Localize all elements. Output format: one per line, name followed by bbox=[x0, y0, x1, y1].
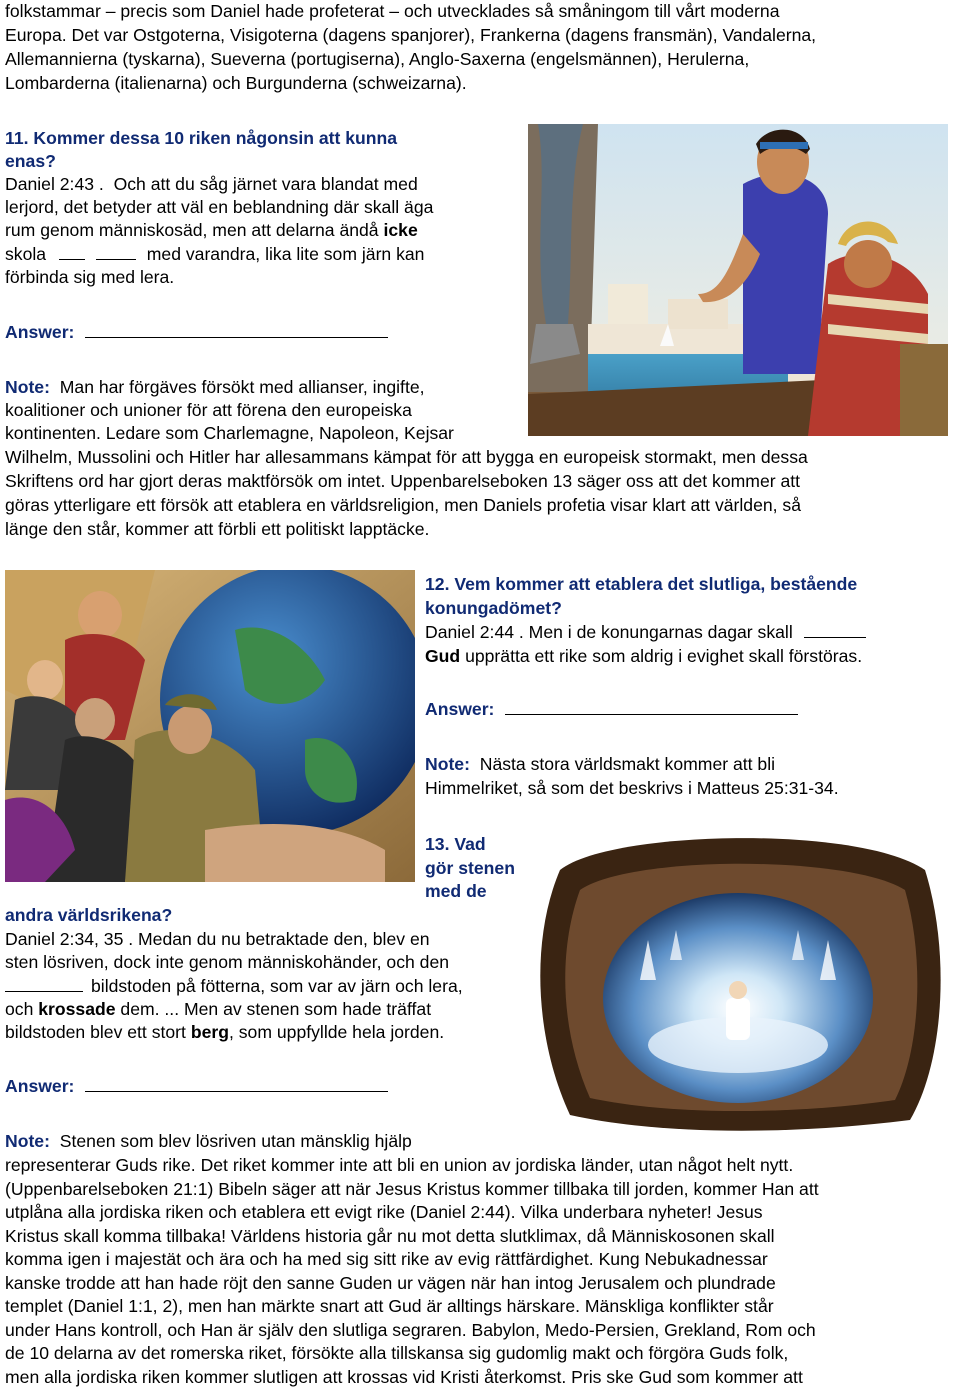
q13-note-line-9: under Hans kontroll, och Han är själv den slutliga segraren. Babylon, Medo-Persien, Grekland, Rom och bbox=[5, 1320, 816, 1340]
q11-note-line-4: Wilhelm, Mussolini och Hitler har allesammans kämpat för att bygga en europeisk stormakt, men dessa bbox=[5, 447, 808, 467]
daniel-king-illustration bbox=[528, 124, 948, 436]
answer-line[interactable] bbox=[85, 321, 388, 338]
world-leaders-globe-illustration bbox=[5, 570, 415, 882]
q13-note-line-3: (Uppenbarelseboken 21:1) Bibeln säger att när Jesus Kristus kommer tillbaka till jorden, kommer Han att bbox=[5, 1179, 819, 1199]
q11-verse-line-5: förbinda sig med lera. bbox=[5, 267, 175, 287]
q12-heading-cont: konungadömet? bbox=[425, 598, 562, 618]
q13-heading-cont-1: gör stenen bbox=[425, 858, 515, 878]
answer-label: Answer: bbox=[5, 322, 75, 342]
q11-heading-cont: enas? bbox=[5, 151, 56, 171]
q11-verse-line-3: rum genom människosäd, men att delarna ändå icke bbox=[5, 220, 418, 240]
q12-note-line-1: Note: Nästa stora världsmakt kommer att bli bbox=[425, 754, 776, 774]
answer-label: Answer: bbox=[5, 1076, 75, 1096]
fill-blank[interactable] bbox=[804, 623, 866, 638]
q13-heading-cont-2: med de bbox=[425, 881, 487, 901]
q12-answer bbox=[425, 698, 798, 722]
q13-note-line-2: representerar Guds rike. Det riket kommer inte att bli en union av jordiska länder, utan något helt nytt. bbox=[5, 1155, 794, 1175]
q13-note-line-4: utplåna alla jordiska riken och etablera ett evigt rike (Daniel 2:44). Vilka underbara nyheter! Jesus bbox=[5, 1202, 763, 1222]
q13-verse-line-4: och krossade dem. ... Men av stenen som hade träffat bbox=[5, 999, 432, 1019]
q11-verse-line-4: skola med varandra, lika lite som järn kan bbox=[5, 244, 425, 264]
q12-heading: 12. Vem kommer att etablera det slutliga, bestående bbox=[425, 574, 858, 594]
intro-line-2: Europa. Det var Ostgoterna, Visigoterna (dagens spanjorer), Frankerna (dagens fransmän), Vandalerna, bbox=[5, 25, 817, 45]
q13-verse-line-2: sten lösriven, dock inte genom människohänder, och den bbox=[5, 952, 450, 972]
q13-verse-line-3: bildstoden på fötterna, som var av järn och lera, bbox=[5, 975, 463, 999]
fill-blank[interactable] bbox=[59, 245, 85, 260]
fill-blank[interactable] bbox=[5, 977, 83, 992]
stone-heaven-illustration bbox=[530, 830, 946, 1132]
q11-note-line-6: göras ytterligare ett försök att etablera en världsreligion, men Daniels profetia visar klart att världen, så bbox=[5, 495, 802, 515]
intro-line-3: Allemannierna (tyskarna), Sueverna (portugiserna), Anglo-Saxerna (engelsmännen), Herulerna, bbox=[5, 49, 750, 69]
q11-verse-line-2: lerjord, det betyder att väl en beblandning där skall äga bbox=[5, 197, 434, 217]
q13-note-line-7: kanske trodde att han hade röjt den sanne Guden ur vägen när han intog Jerusalem och plundrade bbox=[5, 1273, 776, 1293]
q11-heading: 11. Kommer dessa 10 riken någonsin att kunna bbox=[5, 128, 398, 148]
note-label: Note: bbox=[5, 377, 50, 397]
q12-note-line-2: Himmelriket, så som det beskrivs i Matteus 25:31-34. bbox=[425, 778, 839, 798]
q11-note-line-3: kontinenten. Ledare som Charlemagne, Napoleon, Kejsar bbox=[5, 423, 454, 443]
answer-line[interactable] bbox=[505, 698, 798, 715]
note-label: Note: bbox=[5, 1131, 50, 1151]
answer-label: Answer: bbox=[425, 699, 495, 719]
q11-verse-line-1: Daniel 2:43 . Och att du såg järnet vara blandat med bbox=[5, 174, 418, 194]
intro-line-4: Lombarderna (italienarna) och Burgunderna (schweizarna). bbox=[5, 73, 467, 93]
q13-answer bbox=[5, 1075, 388, 1099]
intro-line-1: folkstammar – precis som Daniel hade profeterat – och utvecklades så småningom till vårt moderna bbox=[5, 1, 780, 21]
q11-note-line-1: Note: Man har förgäves försökt med allianser, ingifte, bbox=[5, 377, 425, 397]
q13-note-line-11: men alla jordiska riken kommer slutligen att krossas vid Kristi återkomst. Pris ske Gud som kommer att bbox=[5, 1367, 803, 1387]
q13-verse-line-5: bildstoden blev ett stort berg, som uppfyllde hela jorden. bbox=[5, 1022, 445, 1042]
q11-note-line-5: Skriftens ord har gjort deras maktförsök om intet. Uppenbarelseboken 13 säger oss att det kommer att bbox=[5, 471, 801, 491]
q11-answer bbox=[5, 321, 388, 345]
q13-note-line-1: Note: Stenen som blev lösriven utan mänsklig hjälp bbox=[5, 1131, 412, 1151]
q13-note-line-6: komma igen i majestät och ära och ha med sig sitt rike av evig rättfärdighet. Kung Nebukadnessar bbox=[5, 1249, 768, 1269]
note-label: Note: bbox=[425, 754, 470, 774]
q11-reference: Daniel 2:43 . bbox=[5, 174, 104, 194]
q13-note-line-10: de 10 delarna av det romerska riket, försökte alla tillskansa sig gudomlig makt och förgöra Guds folk, bbox=[5, 1343, 789, 1363]
fill-blank[interactable] bbox=[96, 245, 136, 260]
q11-note-line-2: koalitioner och unioner för att förena den europeiska bbox=[5, 400, 412, 420]
q11-note-line-7: länge den står, kommer att förbli ett politiskt lapptäcke. bbox=[5, 519, 430, 539]
q12-verse-line-1: Daniel 2:44 . Men i de konungarnas dagar skall bbox=[425, 621, 866, 645]
answer-line[interactable] bbox=[85, 1075, 388, 1092]
q13-heading: 13. Vad bbox=[425, 834, 486, 854]
q13-note-line-5: Kristus skall komma tillbaka! Världens historia går nu mot detta slutklimax, då Människosonen skall bbox=[5, 1226, 775, 1246]
q13-heading-cont-3: andra världsrikena? bbox=[5, 905, 173, 925]
q13-verse-line-1: Daniel 2:34, 35 . Medan du nu betraktade den, blev en bbox=[5, 929, 430, 949]
q12-verse-line-2: Gud upprätta ett rike som aldrig i evighet skall förstöras. bbox=[425, 646, 863, 666]
q13-note-line-8: templet (Daniel 1:1, 2), men han märkte snart att Gud är alltings härskare. Mänskliga konflikter står bbox=[5, 1296, 774, 1316]
